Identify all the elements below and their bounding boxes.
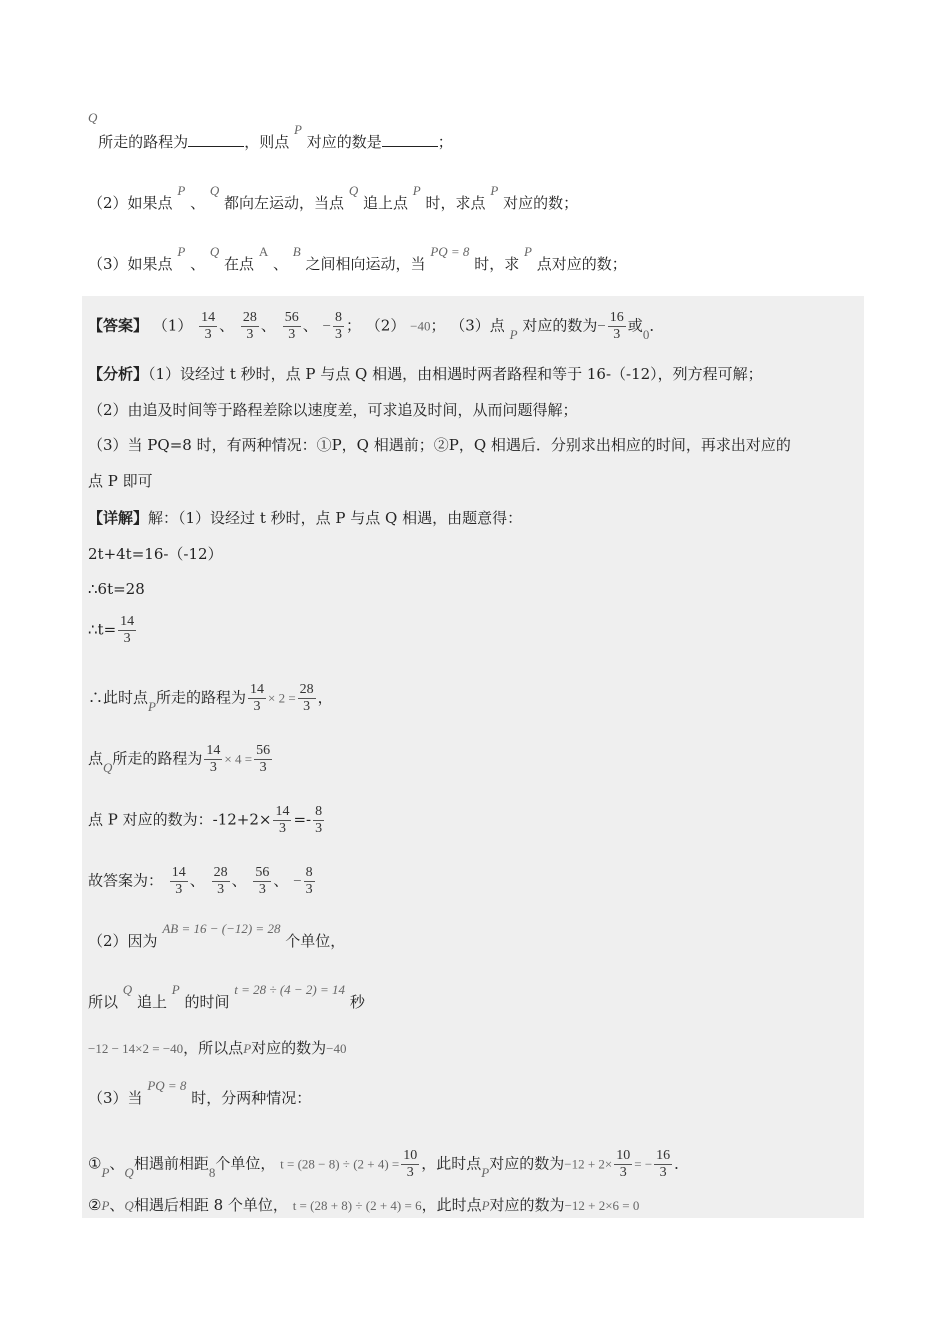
var-q: Q [209,244,220,259]
sep: 、 [109,1154,125,1173]
fraction: $\frac{14}{3}$ [120,614,135,646]
text: 2t+4t=16-（-12） [88,545,223,563]
var-q: Q [124,1164,134,1180]
text: 相遇前相距 [133,1154,209,1173]
var-a: A [258,244,269,259]
part3-line-1 [88,1078,312,1109]
text: ② [88,1196,102,1214]
sep: 、 [190,255,206,273]
text: 对应的数为 [251,1039,327,1057]
var-p: P [490,183,499,198]
var-p: P [509,326,518,342]
fraction: $\frac{56}{3}$ [256,743,271,775]
text: 点 [88,749,104,768]
sep: 、 [260,316,276,335]
var-p: P [524,244,532,259]
step-3 [88,804,326,837]
text: 所走的路程为 [155,688,246,707]
text: 对应的数为 [489,1196,565,1214]
var-q: Q [348,183,359,198]
text: 对应的数为 [489,1154,565,1173]
fraction: $\frac{14}{3}$ [275,804,290,836]
answer-tag: 【答案】 [88,316,149,335]
fraction: $\frac{16}{3}$ [609,310,624,342]
fraction: $\frac{56}{3}$ [284,310,299,342]
equation: −12 + 2×6 = 0 [564,1198,640,1213]
text: 追上 [136,993,167,1011]
value-zero: 0 [642,326,650,342]
q3-label: （3）如果点 [88,255,173,273]
analysis-line-4 [88,471,153,491]
fraction: $\frac{14}{3}$ [201,310,216,342]
fraction: $\frac{16}{3}$ [656,1148,671,1180]
part2-line-3 [88,1038,347,1059]
analysis-line-2 [88,400,578,420]
value-2: −40 [410,318,431,334]
analysis-line-1 [88,364,763,384]
text: 点 P 即可 [88,472,153,490]
answer-blank[interactable] [382,132,438,147]
var-q: Q [103,759,113,775]
semi: ； [345,316,361,335]
text: （2）由追及时间等于路程差除以速度差，可求追及时间，从而问题得解； [88,401,578,419]
equation: −12 + 2× [564,1156,613,1172]
end: ． [649,316,665,335]
var-p: P [171,982,180,997]
var-p: P [177,183,186,198]
sep: 、 [190,194,206,212]
fraction: $\frac{10}{3}$ [403,1148,418,1180]
answer-line [88,310,664,343]
text: 相遇后相距 8 个单位， [133,1196,288,1214]
text: （3）当 [88,1089,143,1107]
question-3 [88,244,627,275]
text: 所走的路程为 [112,749,203,768]
text: 个单位， [285,932,346,950]
var-p: P [101,1198,110,1213]
question-line-1 [88,110,457,151]
text: 点对应的数； [536,255,627,273]
part-3: （3）点 [450,316,505,335]
text: （1）设经过 t 秒时，点 P 与点 Q 相遇，由相遇时两者路程和等于 16-（-12），列方程可解； [148,365,763,383]
minus-sign: − [597,318,606,335]
fraction: $\frac{14}{3}$ [171,865,186,897]
answer-blank[interactable] [188,132,244,147]
sep: 、 [273,871,289,890]
var-p: P [412,183,421,198]
fraction: $\frac{14}{3}$ [206,743,221,775]
text: ，此时点 [421,1154,482,1173]
text: ． [674,1154,690,1173]
step-4 [88,865,317,898]
text: 的时间 [184,993,230,1011]
text: （3）当 PQ=8 时，有两种情况：①P，Q 相遇前；②P，Q 相遇后．分别求出相应的时间，再求出对应的 [88,436,791,454]
sep: 、 [189,871,205,890]
fraction: $\frac{28}{3}$ [242,310,257,342]
var-b: B [292,244,301,259]
step-2 [88,743,274,776]
text: 在点 [224,255,255,273]
var-q: Q [88,110,98,125]
var-p: P [148,698,156,714]
value: −40 [326,1041,347,1056]
equation-t: t = (28 − 8) ÷ (2 + 4) = [280,1156,400,1172]
case-2 [88,1195,639,1216]
equation-ab: AB = 16 − (−12) = 28 [162,921,281,936]
fraction: $\frac{56}{3}$ [255,865,270,897]
text: 对应的数是 [306,133,382,151]
var-p: P [481,1198,490,1213]
fraction: $\frac{28}{3}$ [299,682,314,714]
text: ① [88,1154,102,1173]
text: ， [317,688,333,707]
text: 故答案为： [88,871,164,890]
text: 秒 [349,993,365,1011]
analysis-line-3 [88,435,791,455]
text: ，此时点 [421,1196,482,1214]
condition-pq: PQ = 8 [147,1078,187,1093]
var-p: P [101,1164,110,1180]
sep: 、 [231,871,247,890]
text: 时，分两种情况： [191,1089,312,1107]
equation-t: t = 28 ÷ (4 − 2) = 14 [234,982,346,997]
part-1: （1） [152,316,193,335]
question-2 [88,183,579,214]
equation-1 [88,544,223,564]
semi: ； [430,316,446,335]
text: （2）因为 [88,932,158,950]
text: 或 [627,316,643,335]
text: 解：（1）设经过 t 秒时，点 P 与点 Q 相遇，由题意得： [148,509,523,527]
text: 对应的数； [503,194,579,212]
text: 追上点 [363,194,409,212]
part2-line-1 [88,921,346,952]
equation-value: −12 − 14×2 = −40 [88,1041,184,1056]
minus-sign: − [293,873,302,890]
var-q: Q [209,183,220,198]
condition-pq: PQ = 8 [430,244,470,259]
fraction: $\frac{8}{3}$ [305,865,313,897]
var-p: P [481,1164,490,1180]
var-q: Q [122,982,133,997]
sep: 、 [302,316,318,335]
value: 8 [208,1164,216,1180]
text: 所以 [88,993,119,1011]
text: ，则点 [244,133,290,151]
text: ∴6t=28 [88,580,145,598]
equation-3 [88,614,138,647]
fraction: $\frac{8}{3}$ [315,804,323,836]
text: ； [437,133,453,151]
var-p: P [293,122,302,137]
text: × 2 = [267,690,296,706]
q2-label: （2）如果点 [88,194,173,212]
text: ∴此时点 [88,688,149,707]
step-1 [88,682,333,715]
equation: = − [634,1156,653,1172]
text: 都向左运动，当点 [224,194,345,212]
sep: 、 [109,1196,125,1214]
var-p: P [243,1041,252,1056]
text: × 4 = [224,751,253,767]
fraction: $\frac{10}{3}$ [616,1148,631,1180]
var-q: Q [124,1198,134,1213]
sep: 、 [273,255,289,273]
equation-2 [88,579,145,599]
text: 时，求点 [425,194,486,212]
fraction: $\frac{8}{3}$ [334,310,342,342]
text: 时，求 [474,255,520,273]
part-2: （2） [365,316,406,335]
detail-tag: 【详解】 [88,509,149,527]
text: =- [293,810,312,829]
sep: 、 [219,316,235,335]
var-p: P [177,244,186,259]
text: ∴t= [88,620,117,639]
text: ，所以点 [183,1039,244,1057]
text: 点 P 对应的数为：-12+2× [88,810,272,829]
detail-line-1 [88,508,522,528]
fraction: $\frac{14}{3}$ [249,682,264,714]
fraction: $\frac{28}{3}$ [213,865,228,897]
text: 对应的数为 [522,316,598,335]
text: 之间相向运动，当 [305,255,426,273]
equation-t: t = (28 + 8) ÷ (2 + 4) = 6 [292,1198,422,1213]
text: 个单位， [215,1154,276,1173]
case-1 [88,1148,689,1181]
part2-line-2 [88,982,365,1013]
minus-sign: − [322,318,331,335]
text: 所走的路程为 [98,133,189,151]
analysis-tag: 【分析】 [88,365,149,383]
